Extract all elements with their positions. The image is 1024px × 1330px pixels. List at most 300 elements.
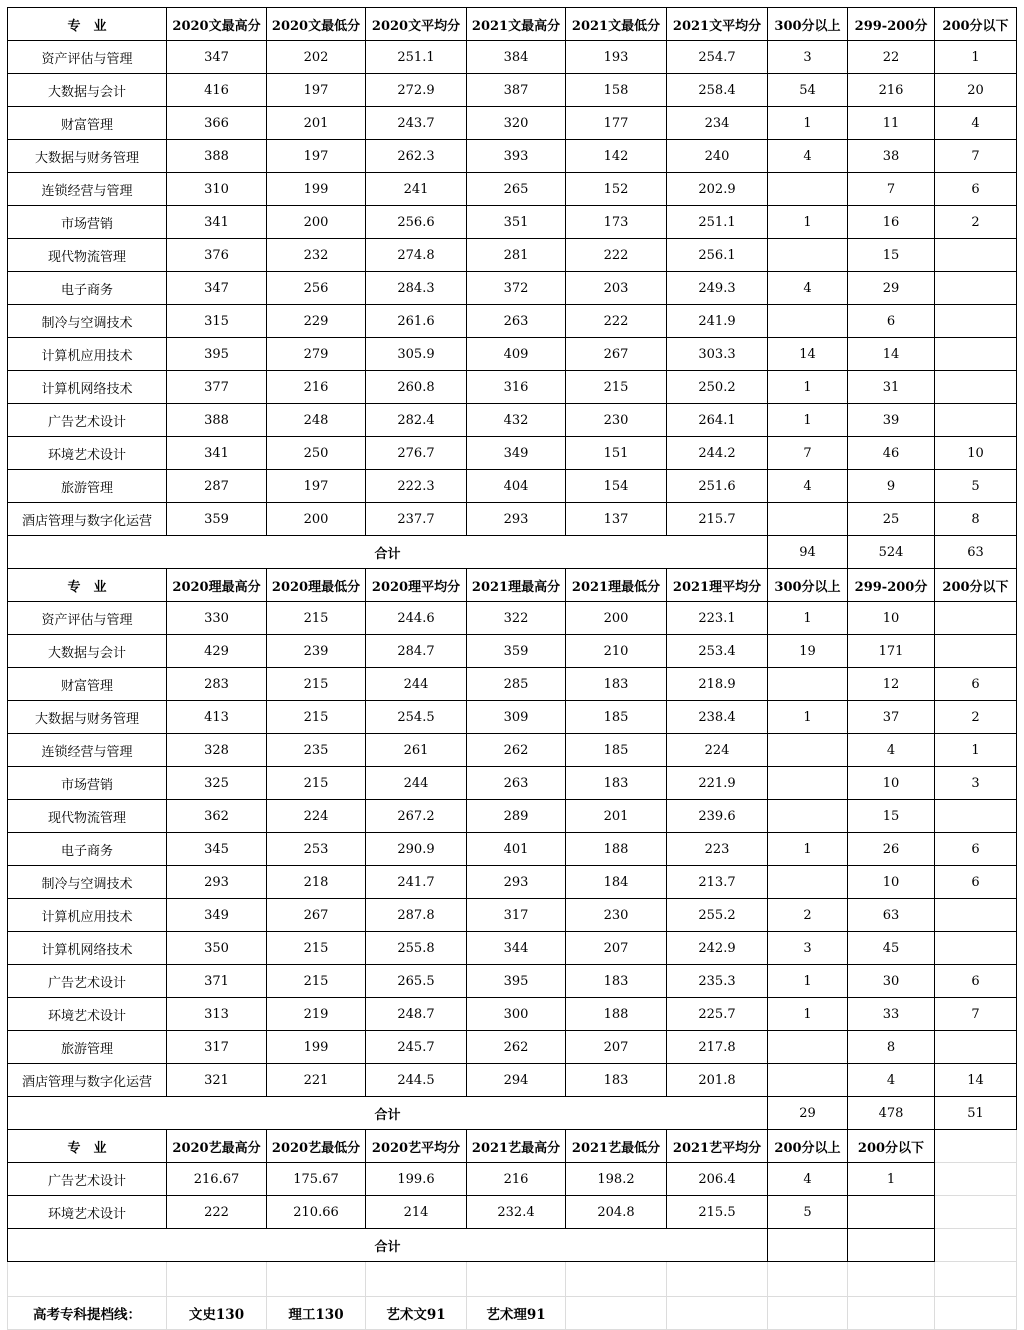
score-cell: 239.6 (667, 800, 768, 833)
score-cell: 215 (267, 701, 366, 734)
score-cell: 384 (467, 41, 566, 74)
score-cell: 388 (167, 140, 267, 173)
score-cell (768, 734, 848, 767)
score-cell: 29 (848, 272, 935, 305)
score-cell: 240 (667, 140, 768, 173)
score-cell: 206.4 (667, 1163, 768, 1196)
score-cell: 199 (267, 1031, 366, 1064)
score-cell: 210.66 (267, 1196, 366, 1229)
score-cell: 245.7 (366, 1031, 467, 1064)
score-cell: 267 (267, 899, 366, 932)
score-cell: 8 (935, 503, 1017, 536)
score-cell: 15 (848, 800, 935, 833)
score-cell: 6 (935, 866, 1017, 899)
score-cell: 281 (467, 239, 566, 272)
score-cell: 265.5 (366, 965, 467, 998)
major-name: 酒店管理与数字化运营 (8, 1064, 167, 1097)
score-cell: 256 (267, 272, 366, 305)
score-cell: 183 (566, 1064, 667, 1097)
major-row (8, 899, 1017, 932)
score-cell (768, 668, 848, 701)
score-cell: 267 (566, 338, 667, 371)
score-cell: 284.7 (366, 635, 467, 668)
cutoff-label: 高考专科提档线： (8, 1297, 167, 1330)
score-cell: 199.6 (366, 1163, 467, 1196)
score-cell: 416 (167, 74, 267, 107)
score-cell: 45 (848, 932, 935, 965)
score-cell: 256.1 (667, 239, 768, 272)
score-cell (768, 239, 848, 272)
score-cell: 293 (467, 503, 566, 536)
score-cell: 272.9 (366, 74, 467, 107)
major-name: 大数据与会计 (8, 635, 167, 668)
score-cell: 1 (768, 965, 848, 998)
score-cell (848, 1196, 935, 1229)
score-cell: 218.9 (667, 668, 768, 701)
score-cell: 317 (167, 1031, 267, 1064)
score-cell: 202 (267, 41, 366, 74)
score-cell: 5 (768, 1196, 848, 1229)
score-table (7, 7, 1017, 1330)
score-cell (935, 899, 1017, 932)
score-cell: 341 (167, 437, 267, 470)
score-cell: 1 (768, 107, 848, 140)
score-cell: 4 (848, 734, 935, 767)
empty-cell (167, 1262, 267, 1297)
score-cell: 279 (267, 338, 366, 371)
score-cell: 8 (848, 1031, 935, 1064)
score-cell: 253 (267, 833, 366, 866)
score-cell: 395 (167, 338, 267, 371)
score-cell: 317 (467, 899, 566, 932)
empty-cell (566, 1262, 667, 1297)
score-cell: 229 (267, 305, 366, 338)
score-cell: 215 (267, 668, 366, 701)
major-row (8, 140, 1017, 173)
score-cell: 221.9 (667, 767, 768, 800)
score-cell: 216 (848, 74, 935, 107)
score-cell (768, 173, 848, 206)
score-cell: 282.4 (366, 404, 467, 437)
major-name: 环境艺术设计 (8, 1196, 167, 1229)
score-cell: 253.4 (667, 635, 768, 668)
score-cell: 285 (467, 668, 566, 701)
major-row (8, 437, 1017, 470)
score-cell: 216 (267, 371, 366, 404)
total-below-200 (848, 1229, 935, 1262)
score-cell: 409 (467, 338, 566, 371)
major-row (8, 206, 1017, 239)
score-cell: 303.3 (667, 338, 768, 371)
score-cell: 158 (566, 74, 667, 107)
score-cell: 10 (848, 767, 935, 800)
major-name: 市场营销 (8, 206, 167, 239)
score-cell: 244.2 (667, 437, 768, 470)
score-cell: 1 (768, 404, 848, 437)
score-cell (768, 1031, 848, 1064)
score-cell: 204.8 (566, 1196, 667, 1229)
score-cell: 347 (167, 41, 267, 74)
column-header: 200分以下 (935, 569, 1017, 602)
total-200-plus (768, 1229, 848, 1262)
column-header: 2020理最低分 (267, 569, 366, 602)
score-cell (935, 305, 1017, 338)
empty-cell (935, 1130, 1017, 1163)
score-cell: 4 (768, 1163, 848, 1196)
major-row (8, 800, 1017, 833)
score-cell: 3 (768, 41, 848, 74)
major-name: 资产评估与管理 (8, 602, 167, 635)
score-cell: 54 (768, 74, 848, 107)
score-cell: 251.6 (667, 470, 768, 503)
score-cell: 188 (566, 998, 667, 1031)
score-cell: 6 (848, 305, 935, 338)
score-cell: 20 (935, 74, 1017, 107)
score-cell: 203 (566, 272, 667, 305)
score-cell: 14 (848, 338, 935, 371)
li-total-row (8, 1097, 1017, 1130)
column-header: 299-200分 (848, 569, 935, 602)
li-header-row (8, 569, 1017, 602)
score-cell (935, 239, 1017, 272)
score-cell: 225.7 (667, 998, 768, 1031)
major-name: 制冷与空调技术 (8, 305, 167, 338)
art-row (8, 1196, 1017, 1229)
major-row (8, 701, 1017, 734)
empty-cell (366, 1262, 467, 1297)
major-row (8, 239, 1017, 272)
major-name: 旅游管理 (8, 470, 167, 503)
empty-cell (935, 1196, 1017, 1229)
major-name: 大数据与财务管理 (8, 701, 167, 734)
major-row (8, 107, 1017, 140)
score-cell: 413 (167, 701, 267, 734)
score-cell: 173 (566, 206, 667, 239)
score-cell: 330 (167, 602, 267, 635)
score-cell: 3 (935, 767, 1017, 800)
score-cell: 256.6 (366, 206, 467, 239)
score-cell: 237.7 (366, 503, 467, 536)
score-cell: 207 (566, 1031, 667, 1064)
score-cell: 251.1 (366, 41, 467, 74)
empty-cell (667, 1262, 768, 1297)
score-cell: 239 (267, 635, 366, 668)
major-row (8, 404, 1017, 437)
major-name: 计算机应用技术 (8, 899, 167, 932)
empty-cell (667, 1297, 768, 1330)
score-cell: 221 (267, 1064, 366, 1097)
score-cell: 184 (566, 866, 667, 899)
score-cell (935, 635, 1017, 668)
major-name: 财富管理 (8, 668, 167, 701)
score-cell: 262 (467, 1031, 566, 1064)
major-name: 计算机应用技术 (8, 338, 167, 371)
score-cell: 1 (768, 833, 848, 866)
yi-total-row (8, 1229, 1017, 1262)
score-cell: 39 (848, 404, 935, 437)
score-cell: 341 (167, 206, 267, 239)
column-header: 2021艺平均分 (667, 1130, 768, 1163)
score-cell: 265 (467, 173, 566, 206)
major-row (8, 305, 1017, 338)
score-cell: 230 (566, 404, 667, 437)
score-cell (935, 404, 1017, 437)
score-cell: 290.9 (366, 833, 467, 866)
score-cell: 217.8 (667, 1031, 768, 1064)
score-cell: 46 (848, 437, 935, 470)
column-header: 2021艺最高分 (467, 1130, 566, 1163)
score-cell: 26 (848, 833, 935, 866)
score-cell: 255.8 (366, 932, 467, 965)
score-cell: 177 (566, 107, 667, 140)
major-row (8, 998, 1017, 1031)
score-cell: 6 (935, 173, 1017, 206)
score-cell (768, 800, 848, 833)
blank-row (8, 1262, 1017, 1297)
major-row (8, 41, 1017, 74)
score-cell: 429 (167, 635, 267, 668)
score-cell: 193 (566, 41, 667, 74)
score-cell: 215 (267, 965, 366, 998)
major-name: 计算机网络技术 (8, 371, 167, 404)
score-cell: 404 (467, 470, 566, 503)
score-cell: 1 (768, 998, 848, 1031)
score-cell: 230 (566, 899, 667, 932)
score-cell: 2 (935, 701, 1017, 734)
score-cell: 30 (848, 965, 935, 998)
score-cell: 1 (768, 602, 848, 635)
column-header: 专 业 (8, 8, 167, 41)
score-cell: 9 (848, 470, 935, 503)
score-cell: 250.2 (667, 371, 768, 404)
score-cell: 10 (848, 602, 935, 635)
major-row (8, 470, 1017, 503)
score-cell: 241 (366, 173, 467, 206)
column-header: 200分以上 (768, 1130, 848, 1163)
score-cell: 214 (366, 1196, 467, 1229)
empty-cell (935, 1297, 1017, 1330)
score-cell: 388 (167, 404, 267, 437)
score-cell: 232.4 (467, 1196, 566, 1229)
score-cell (935, 800, 1017, 833)
score-cell: 262 (467, 734, 566, 767)
score-cell: 371 (167, 965, 267, 998)
major-row (8, 74, 1017, 107)
score-cell: 349 (467, 437, 566, 470)
score-cell: 248 (267, 404, 366, 437)
score-cell: 347 (167, 272, 267, 305)
score-cell: 1 (768, 371, 848, 404)
score-cell: 289 (467, 800, 566, 833)
score-cell: 376 (167, 239, 267, 272)
score-cell: 377 (167, 371, 267, 404)
column-header: 2021文最高分 (467, 8, 566, 41)
score-cell: 264.1 (667, 404, 768, 437)
score-cell (935, 602, 1017, 635)
score-cell: 362 (167, 800, 267, 833)
score-cell: 19 (768, 635, 848, 668)
score-cell: 359 (467, 635, 566, 668)
score-cell: 235 (267, 734, 366, 767)
column-header: 2020艺平均分 (366, 1130, 467, 1163)
score-cell: 294 (467, 1064, 566, 1097)
score-cell (935, 932, 1017, 965)
score-cell: 37 (848, 701, 935, 734)
score-cell: 5 (935, 470, 1017, 503)
major-name: 财富管理 (8, 107, 167, 140)
score-cell: 325 (167, 767, 267, 800)
score-cell: 200 (267, 206, 366, 239)
score-cell: 22 (848, 41, 935, 74)
score-cell: 137 (566, 503, 667, 536)
score-cell: 1 (935, 41, 1017, 74)
major-row (8, 371, 1017, 404)
score-cell: 142 (566, 140, 667, 173)
score-cell (768, 305, 848, 338)
score-cell: 154 (566, 470, 667, 503)
major-name: 广告艺术设计 (8, 404, 167, 437)
score-cell (935, 338, 1017, 371)
major-row (8, 734, 1017, 767)
score-cell: 215 (267, 932, 366, 965)
column-header: 2020文平均分 (366, 8, 467, 41)
score-cell (768, 866, 848, 899)
cutoff-value: 艺术文91 (366, 1297, 467, 1330)
column-header: 200分以下 (935, 8, 1017, 41)
score-cell: 215 (267, 767, 366, 800)
score-cell: 261 (366, 734, 467, 767)
score-cell: 207 (566, 932, 667, 965)
score-cell: 315 (167, 305, 267, 338)
score-cell: 260.8 (366, 371, 467, 404)
column-header: 2020文最高分 (167, 8, 267, 41)
column-header: 2020艺最低分 (267, 1130, 366, 1163)
major-name: 环境艺术设计 (8, 437, 167, 470)
column-header: 2021文平均分 (667, 8, 768, 41)
major-name: 广告艺术设计 (8, 965, 167, 998)
score-cell: 248.7 (366, 998, 467, 1031)
score-cell: 6 (935, 833, 1017, 866)
score-cell: 6 (935, 668, 1017, 701)
score-cell: 185 (566, 701, 667, 734)
score-cell: 223 (667, 833, 768, 866)
score-cell: 250 (267, 437, 366, 470)
score-cell (768, 767, 848, 800)
score-cell: 4 (848, 1064, 935, 1097)
score-cell: 1 (768, 701, 848, 734)
cutoff-value: 艺术理91 (467, 1297, 566, 1330)
score-cell: 345 (167, 833, 267, 866)
score-cell: 232 (267, 239, 366, 272)
total-label: 合计 (8, 1097, 768, 1130)
score-cell: 372 (467, 272, 566, 305)
total-label: 合计 (8, 1229, 768, 1262)
score-cell: 262.3 (366, 140, 467, 173)
score-cell: 235.3 (667, 965, 768, 998)
column-header: 2021理平均分 (667, 569, 768, 602)
major-name: 现代物流管理 (8, 800, 167, 833)
score-cell: 4 (768, 272, 848, 305)
column-header: 2021文最低分 (566, 8, 667, 41)
total-300-plus: 29 (768, 1097, 848, 1130)
score-cell: 349 (167, 899, 267, 932)
score-cell: 7 (935, 140, 1017, 173)
score-cell: 218 (267, 866, 366, 899)
score-cell: 7 (935, 998, 1017, 1031)
score-cell: 251.1 (667, 206, 768, 239)
score-cell: 249.3 (667, 272, 768, 305)
major-name: 广告艺术设计 (8, 1163, 167, 1196)
score-cell: 244.5 (366, 1064, 467, 1097)
empty-cell (935, 1229, 1017, 1262)
score-cell (935, 272, 1017, 305)
major-name: 连锁经营与管理 (8, 173, 167, 206)
score-cell: 3 (768, 932, 848, 965)
score-cell: 300 (467, 998, 566, 1031)
score-cell: 10 (848, 866, 935, 899)
major-name: 计算机网络技术 (8, 932, 167, 965)
column-header: 200分以下 (848, 1130, 935, 1163)
score-cell: 222.3 (366, 470, 467, 503)
score-cell: 215.7 (667, 503, 768, 536)
score-cell: 222 (167, 1196, 267, 1229)
score-cell: 185 (566, 734, 667, 767)
score-cell: 395 (467, 965, 566, 998)
column-header: 2021艺最低分 (566, 1130, 667, 1163)
major-row (8, 1064, 1017, 1097)
empty-cell (8, 1262, 167, 1297)
score-cell: 25 (848, 503, 935, 536)
score-cell: 202.9 (667, 173, 768, 206)
score-cell: 267.2 (366, 800, 467, 833)
major-name: 制冷与空调技术 (8, 866, 167, 899)
major-name: 现代物流管理 (8, 239, 167, 272)
score-cell: 4 (768, 470, 848, 503)
score-cell: 1 (935, 734, 1017, 767)
score-cell: 316 (467, 371, 566, 404)
score-cell (768, 503, 848, 536)
empty-cell (467, 1262, 566, 1297)
score-cell: 4 (935, 107, 1017, 140)
score-cell: 200 (267, 503, 366, 536)
score-cell: 188 (566, 833, 667, 866)
major-row (8, 272, 1017, 305)
score-cell: 4 (768, 140, 848, 173)
score-cell: 216.67 (167, 1163, 267, 1196)
column-header: 专 业 (8, 1130, 167, 1163)
score-cell: 7 (848, 173, 935, 206)
score-cell: 393 (467, 140, 566, 173)
score-cell: 310 (167, 173, 267, 206)
score-cell: 350 (167, 932, 267, 965)
score-cell: 171 (848, 635, 935, 668)
major-row (8, 668, 1017, 701)
score-cell: 287.8 (366, 899, 467, 932)
score-cell: 63 (848, 899, 935, 932)
score-cell: 241.7 (366, 866, 467, 899)
score-cell: 215.5 (667, 1196, 768, 1229)
total-below-200: 51 (935, 1097, 1017, 1130)
score-cell: 432 (467, 404, 566, 437)
empty-cell (848, 1297, 935, 1330)
score-cell: 261.6 (366, 305, 467, 338)
score-cell: 11 (848, 107, 935, 140)
score-cell: 293 (167, 866, 267, 899)
score-cell: 344 (467, 932, 566, 965)
score-cell: 219 (267, 998, 366, 1031)
score-cell: 244 (366, 767, 467, 800)
score-cell: 276.7 (366, 437, 467, 470)
